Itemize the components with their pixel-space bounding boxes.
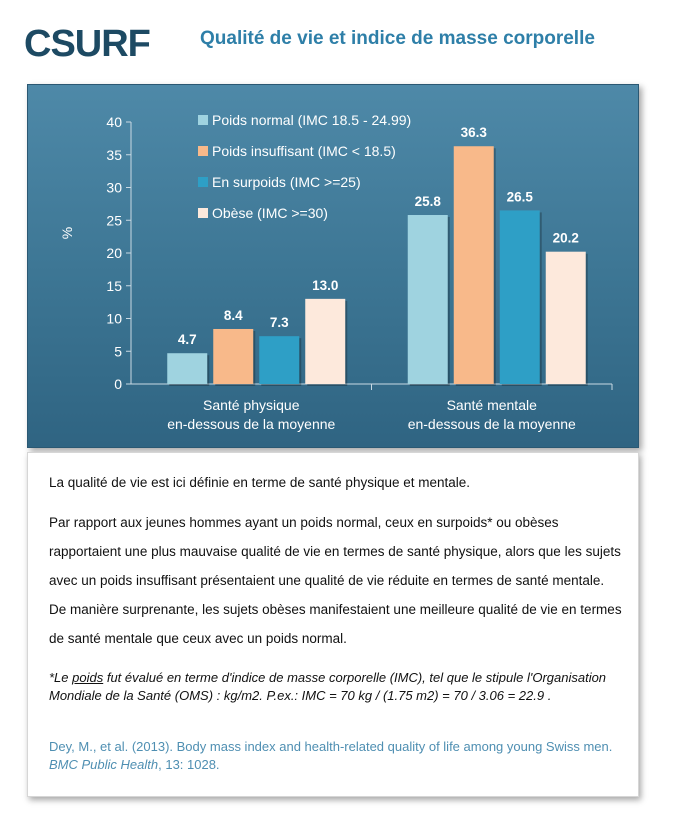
bar [167,353,207,384]
bar [305,299,345,384]
definition-paragraph: La qualité de vie est ici définie en terme de santé physique et mentale. [49,475,471,490]
bar [259,336,299,384]
category-label: en-dessous de la moyenne [167,416,336,432]
reference [49,738,624,774]
footnote [49,669,624,705]
y-tick-label: 10 [106,310,122,327]
legend-label: Poids insuffisant (IMC < 18.5) [212,143,396,159]
y-axis-label: % [59,226,75,240]
footnote-text: fut évalué en terme d'indice de masse corporelle (IMC), tel que le stipule l'Organisation Mondiale de la Santé (OMS) : kg/m2. P.ex.: IMC = 70 kg / (1.75 m2) = 70 / 3.06 = 22.9 . [49,670,607,703]
page-title: Qualité de vie et indice de masse corporelle [200,28,595,49]
bar [408,215,448,384]
bar-value-label: 20.2 [552,230,579,246]
y-tick-label: 25 [106,212,122,229]
legend-swatch [198,115,208,125]
y-tick-label: 30 [106,179,122,196]
reference-authors: Dey, M., et al. (2013). Body mass index and health-related quality of life among young Swiss men. [49,739,613,754]
bar [546,252,586,384]
y-tick-label: 40 [106,114,122,130]
category-label: Santé physique [202,397,300,413]
bar-value-label: 13.0 [312,277,339,293]
bar-value-label: 36.3 [460,125,487,141]
bar-chart [28,85,638,447]
category-label: en-dessous de la moyenne [407,416,576,432]
legend-label: Obèse (IMC >=30) [212,205,328,221]
bar-value-label: 4.7 [177,332,197,348]
legend-swatch [198,146,208,156]
y-tick-label: 35 [106,146,122,163]
category-label: Santé mentale [446,397,537,413]
y-tick-label: 0 [114,376,122,392]
y-tick-label: 5 [114,343,122,360]
legend-label: Poids normal (IMC 18.5 - 24.99) [212,112,412,128]
bar [454,146,494,384]
results-paragraph: Par rapport aux jeunes hommes ayant un poids normal, ceux en surpoids* ou obèses rapportaient une plus mauvaise qualité de vie en termes de santé physique, alors que les sujets avec un poids insuffisant présentaient une qualité de vie réduite en termes de santé mentale. De manière surprenante, les sujets obèses manifestaient une meilleure qualité de vie en termes de santé mentale que ceux avec un poids normal. [49,515,622,646]
footnote-term: poids [72,670,104,685]
y-tick-label: 15 [106,277,122,294]
bar-value-label: 7.3 [269,315,289,331]
logo-text: CSURF [24,23,150,65]
bar-value-label: 25.8 [414,194,441,210]
footnote-prefix: *Le [49,670,73,685]
bar-value-label: 26.5 [506,189,533,205]
description-panel [27,452,639,797]
y-tick-label: 20 [106,245,122,261]
legend-label: En surpoids (IMC >=25) [212,174,361,190]
reference-journal: BMC Public Health [49,757,159,772]
bar [500,210,540,384]
legend-swatch [198,177,208,187]
reference-tail: , 13: 1028. [158,757,220,772]
chart-panel [27,84,639,448]
csurf-logo [22,20,167,65]
bar [213,329,253,384]
legend-swatch [198,208,208,218]
bar-value-label: 8.4 [223,307,243,323]
